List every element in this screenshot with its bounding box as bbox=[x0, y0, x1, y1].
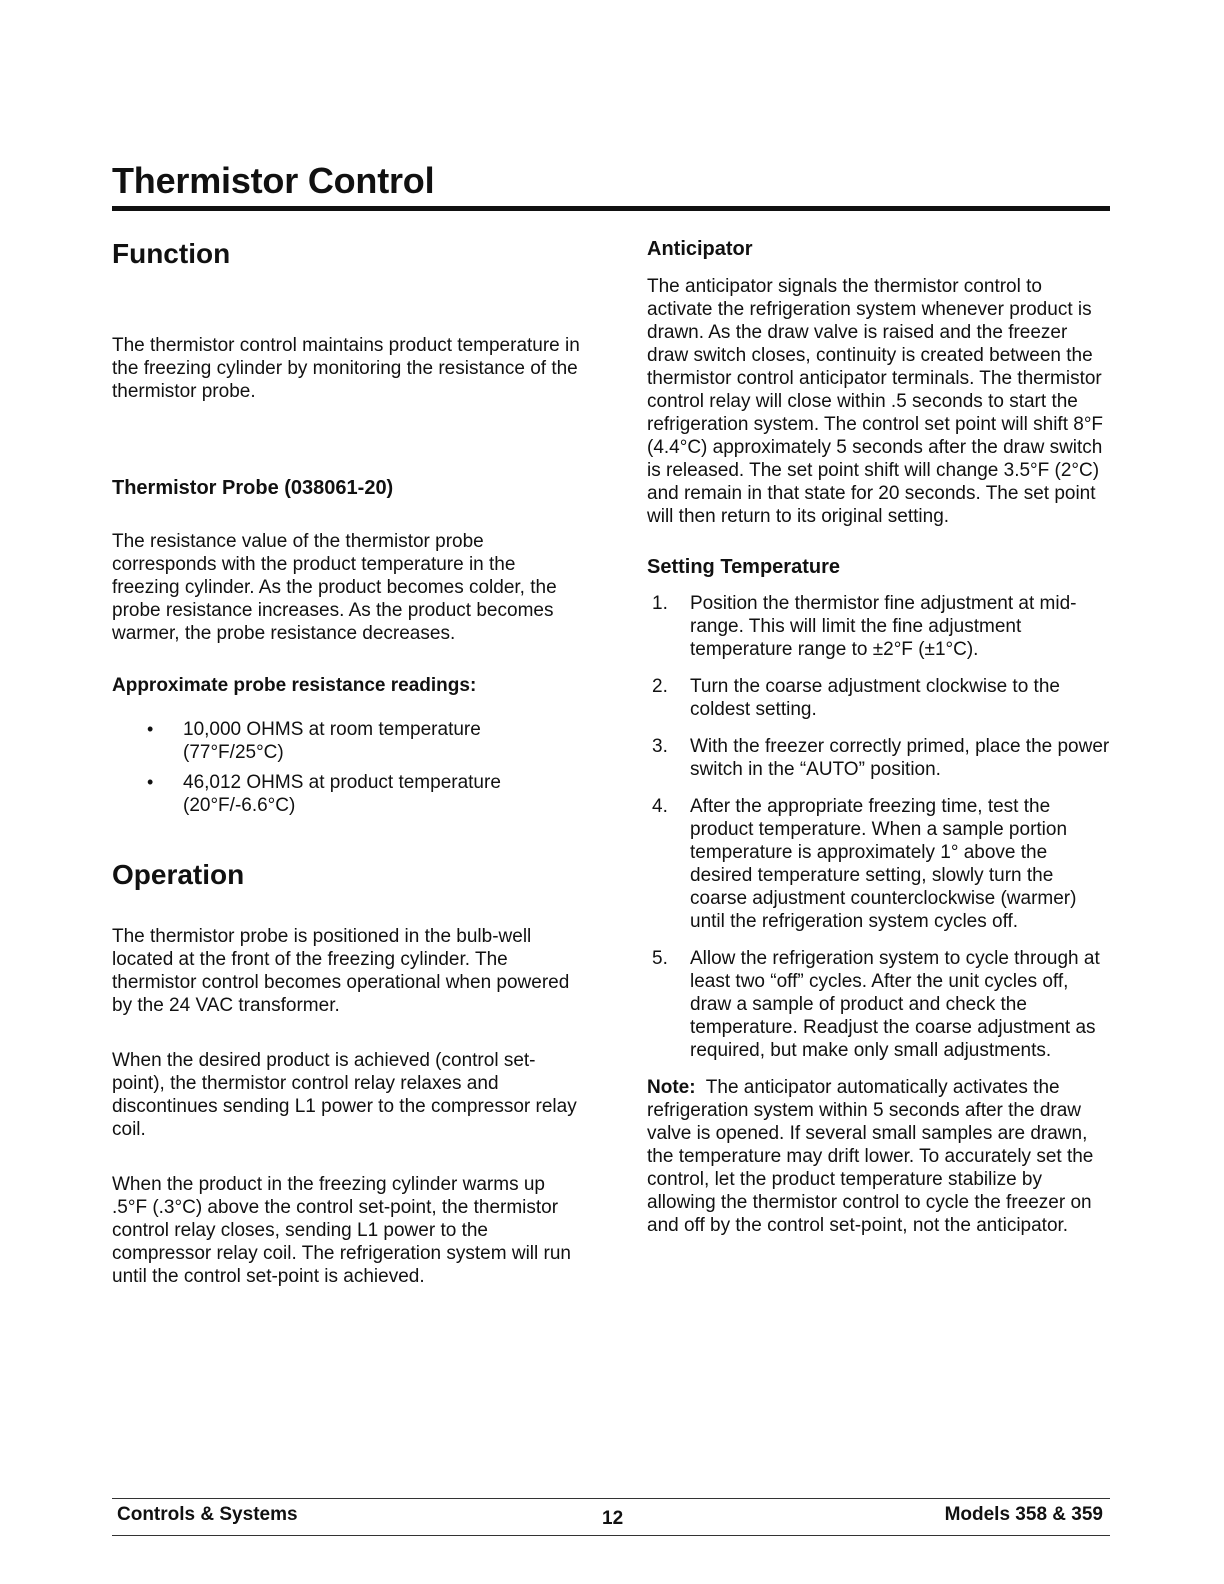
step-text: After the appropriate freezing time, test the product temperature. When a sample portion temperature is approximately 1° above the desired temperature setting, slowly turn the coarse adjustment counterclockwise (warmer) until the refrigeration system cycles off. bbox=[690, 796, 1077, 932]
list-item bbox=[112, 771, 582, 817]
right-column bbox=[647, 230, 1112, 1237]
step-number: 4. bbox=[652, 796, 668, 817]
step-number: 5. bbox=[652, 948, 668, 969]
bullet-icon: • bbox=[147, 719, 154, 739]
list-item bbox=[647, 795, 1112, 933]
setting-steps bbox=[647, 592, 1112, 1062]
list-item bbox=[647, 735, 1112, 781]
operation-paragraph-3: When the product in the freezing cylinder warms up .5°F (.3°C) above the control set-point, the thermistor control relay closes, sending L1 power to the compressor relay coil. The refrigeration system will run until the control set-point is achieved. bbox=[112, 1174, 571, 1287]
probe-heading: Thermistor Probe (038061-20) bbox=[112, 477, 394, 499]
step-number: 3. bbox=[652, 736, 668, 757]
list-item bbox=[647, 675, 1112, 721]
page-number: 12 bbox=[602, 1508, 624, 1529]
readings-heading: Approximate probe resistance readings: bbox=[112, 675, 477, 696]
operation-paragraph-2: When the desired product is achieved (control set-point), the thermistor control relay relaxes and discontinues sending L1 power to the compressor relay coil. bbox=[112, 1050, 577, 1140]
note-paragraph bbox=[647, 1076, 1112, 1237]
bullet-icon: • bbox=[147, 772, 154, 792]
step-text: Position the thermistor fine adjustment at mid-range. This will limit the fine adjustment temperature range to ±2°F (±1°C). bbox=[690, 593, 1077, 660]
footer-rule bbox=[112, 1535, 1110, 1536]
note-label: Note: bbox=[647, 1077, 696, 1098]
reading-text: 46,012 OHMS at product temperature (20°F/-6.6°C) bbox=[183, 772, 501, 816]
probe-text: The resistance value of the thermistor probe corresponds with the product temperature in the freezing cylinder. As the product becomes colder, the probe resistance increases. As the product becomes warmer, the probe resistance decreases. bbox=[112, 531, 557, 644]
function-text: The thermistor control maintains product temperature in the freezing cylinder by monitoring the resistance of the thermistor probe. bbox=[112, 335, 580, 402]
anticipator-heading: Anticipator bbox=[647, 238, 753, 260]
anticipator-text: The anticipator signals the thermistor control to activate the refrigeration system whenever product is drawn. As the draw valve is raised and the freezer draw switch closes, continuity is created between the thermistor control anticipator terminals. The thermistor control relay will close within .5 seconds to start the refrigeration system. The control set point will shift 8°F (4.4°C) approximately 5 seconds after the draw switch is released. The set point shift will change 3.5°F (2°C) and remain in that state for 20 seconds. The set point will then return to its original setting. bbox=[647, 276, 1104, 527]
list-item bbox=[112, 718, 582, 764]
readings-list bbox=[112, 718, 582, 817]
page-title: Thermistor Control bbox=[112, 160, 435, 201]
operation-paragraph-1: The thermistor probe is positioned in the bulb-well located at the front of the freezing cylinder. The thermistor control becomes operational when powered by the 24 VAC transformer. bbox=[112, 926, 570, 1016]
step-text: Allow the refrigeration system to cycle through at least two “off” cycles. After the unit cycles off, draw a sample of product and check the temperature. Readjust the coarse adjustment as required, but make only small adjustments. bbox=[690, 948, 1100, 1061]
operation-heading: Operation bbox=[112, 859, 245, 890]
footer-models: Models 358 & 359 bbox=[944, 1504, 1103, 1525]
step-text: With the freezer correctly primed, place the power switch in the “AUTO” position. bbox=[690, 736, 1110, 780]
reading-text: 10,000 OHMS at room temperature (77°F/25°C) bbox=[183, 719, 481, 763]
left-column bbox=[112, 230, 582, 1288]
function-heading: Function bbox=[112, 238, 231, 269]
step-number: 1. bbox=[652, 593, 668, 614]
list-item bbox=[647, 947, 1112, 1062]
footer-rule bbox=[112, 1498, 1110, 1499]
note-text: The anticipator automatically activates the refrigeration system within 5 seconds after the draw valve is opened. If several small samples are drawn, the temperature may drift lower. To accurately set the control, let the product temperature stabilize by allowing the thermistor control to cycle the freezer on and off by the control set-point, not the anticipator. bbox=[647, 1077, 1094, 1236]
setting-temperature-heading: Setting Temperature bbox=[647, 556, 840, 578]
title-rule bbox=[112, 206, 1110, 211]
step-number: 2. bbox=[652, 676, 668, 697]
step-text: Turn the coarse adjustment clockwise to the coldest setting. bbox=[690, 676, 1060, 720]
footer-section-title: Controls & Systems bbox=[117, 1504, 298, 1525]
list-item bbox=[647, 592, 1112, 661]
